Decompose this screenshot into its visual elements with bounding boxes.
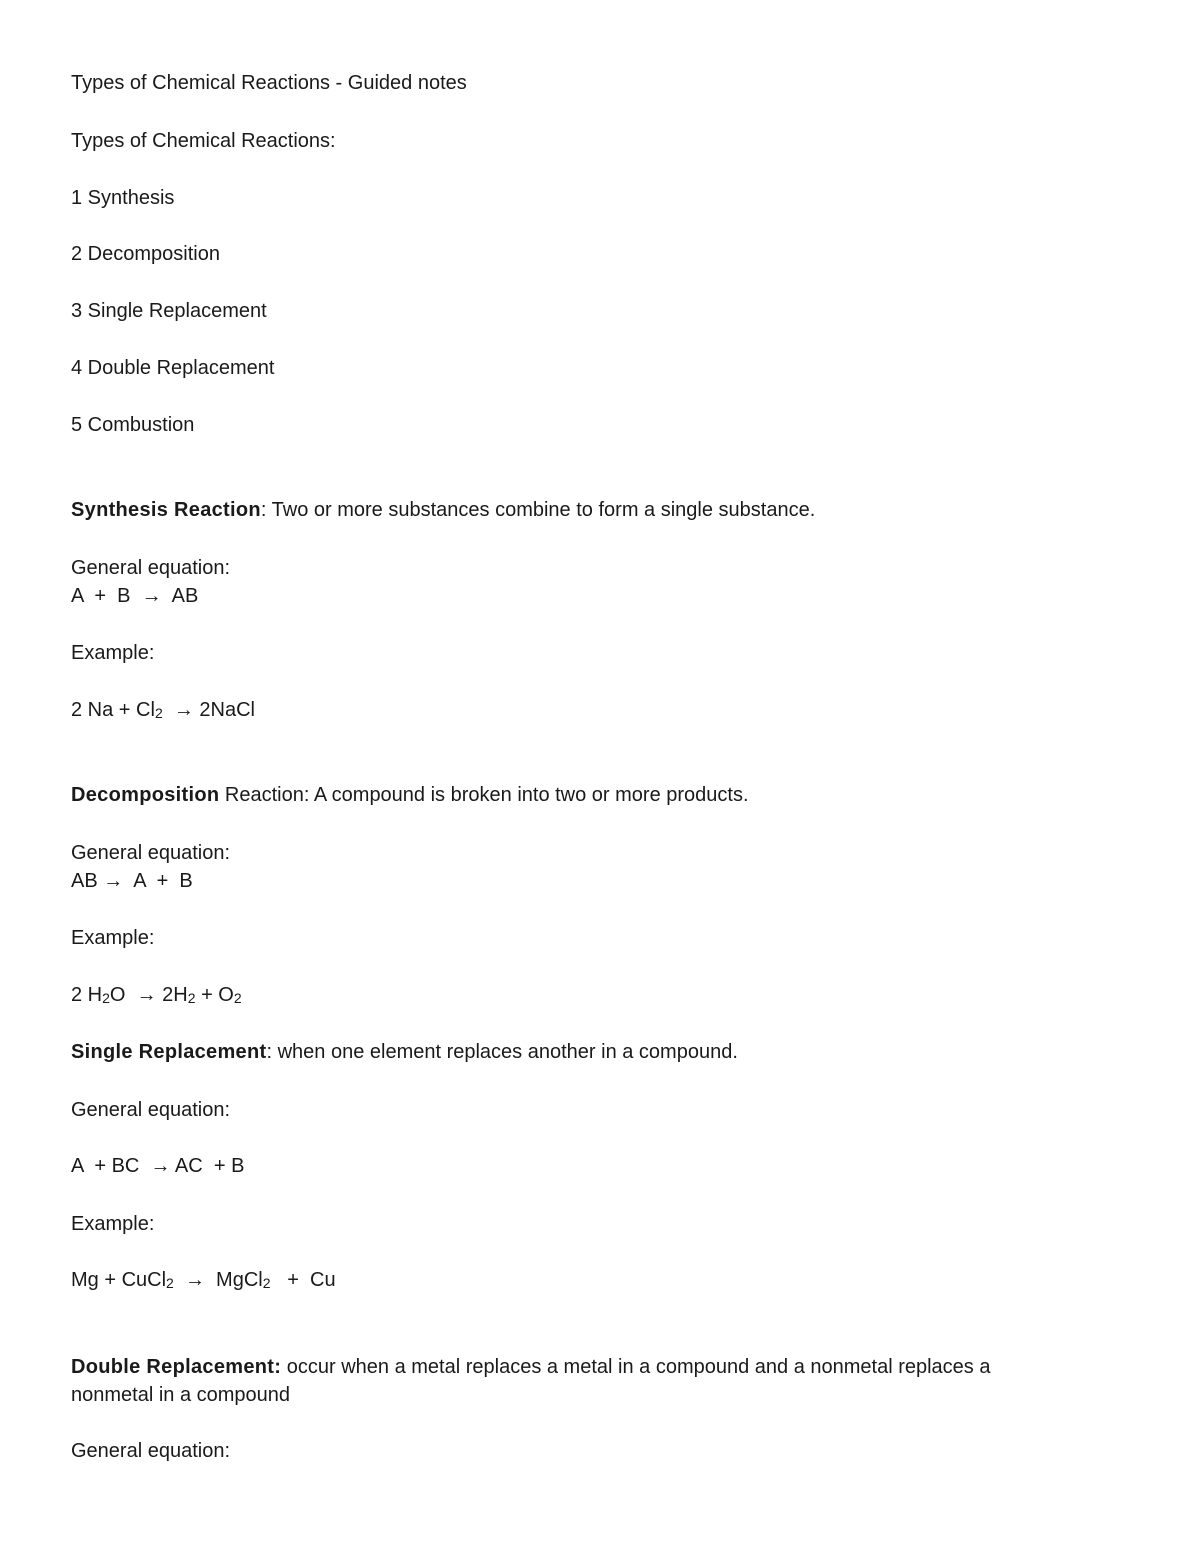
single-replacement-term: Single Replacement — [71, 1041, 267, 1063]
single-replacement-example-equation — [71, 1268, 336, 1295]
single-replacement-example-label: Example: — [71, 1213, 155, 1235]
single-replacement-general-label: General equation: — [71, 1099, 231, 1121]
double-replacement-definition-text: occur when a metal replaces a metal in a compound and a nonmetal replaces a nonmetal in a compound — [71, 1356, 991, 1406]
decomposition-general-equation: AB → A + B — [71, 870, 193, 892]
equation-part: → 2NaCl — [162, 699, 255, 721]
double-replacement-general-label: General equation: — [71, 1440, 231, 1462]
equation-part: + O — [195, 984, 234, 1006]
equation-subscript: 2 — [102, 990, 110, 1006]
synthesis-term: Synthesis Reaction — [71, 499, 261, 521]
equation-subscript: 2 — [262, 1275, 271, 1291]
equation-part: O → 2H — [109, 984, 188, 1006]
equation-part: + Cu — [270, 1269, 336, 1291]
single-replacement-definition — [71, 1040, 738, 1064]
synthesis-example-equation — [71, 698, 255, 725]
decomposition-term: Decomposition — [71, 784, 220, 806]
double-replacement-term: Double Replacement: — [71, 1356, 282, 1378]
decomposition-general-label: General equation: — [71, 842, 231, 864]
synthesis-definition — [71, 498, 815, 522]
single-replacement-general-equation: A + BC → AC + B — [71, 1155, 245, 1177]
synthesis-general-equation: A + B → AB — [71, 585, 199, 607]
equation-part: → MgCl — [173, 1269, 263, 1291]
types-heading: Types of Chemical Reactions: — [71, 130, 336, 152]
synthesis-example-label: Example: — [71, 642, 155, 664]
types-list-item: 5 Combustion — [71, 414, 195, 436]
equation-subscript: 2 — [187, 990, 196, 1006]
decomposition-definition-text: Reaction: A compound is broken into two or more products. — [219, 784, 749, 806]
equation-subscript: 2 — [233, 990, 242, 1006]
types-list-item: 4 Double Replacement — [71, 357, 275, 379]
decomposition-definition — [71, 783, 749, 807]
document-title: Types of Chemical Reactions - Guided notes — [71, 72, 467, 94]
equation-part: 2 H — [71, 984, 103, 1006]
equation-subscript: 2 — [166, 1275, 174, 1291]
types-list-item: 1 Synthesis — [71, 187, 175, 209]
equation-part: 2 Na + Cl — [71, 699, 155, 721]
decomposition-example-label: Example: — [71, 927, 155, 949]
synthesis-general-label: General equation: — [71, 557, 231, 579]
types-list-item: 3 Single Replacement — [71, 300, 267, 322]
equation-part: Mg + CuCl — [71, 1269, 167, 1291]
decomposition-example-equation — [71, 983, 242, 1010]
synthesis-definition-text: : Two or more substances combine to form a single substance. — [260, 499, 816, 521]
equation-subscript: 2 — [154, 705, 163, 721]
single-replacement-definition-text: : when one element replaces another in a compound. — [266, 1041, 738, 1063]
double-replacement-definition — [71, 1353, 1071, 1409]
types-list-item: 2 Decomposition — [71, 243, 220, 265]
